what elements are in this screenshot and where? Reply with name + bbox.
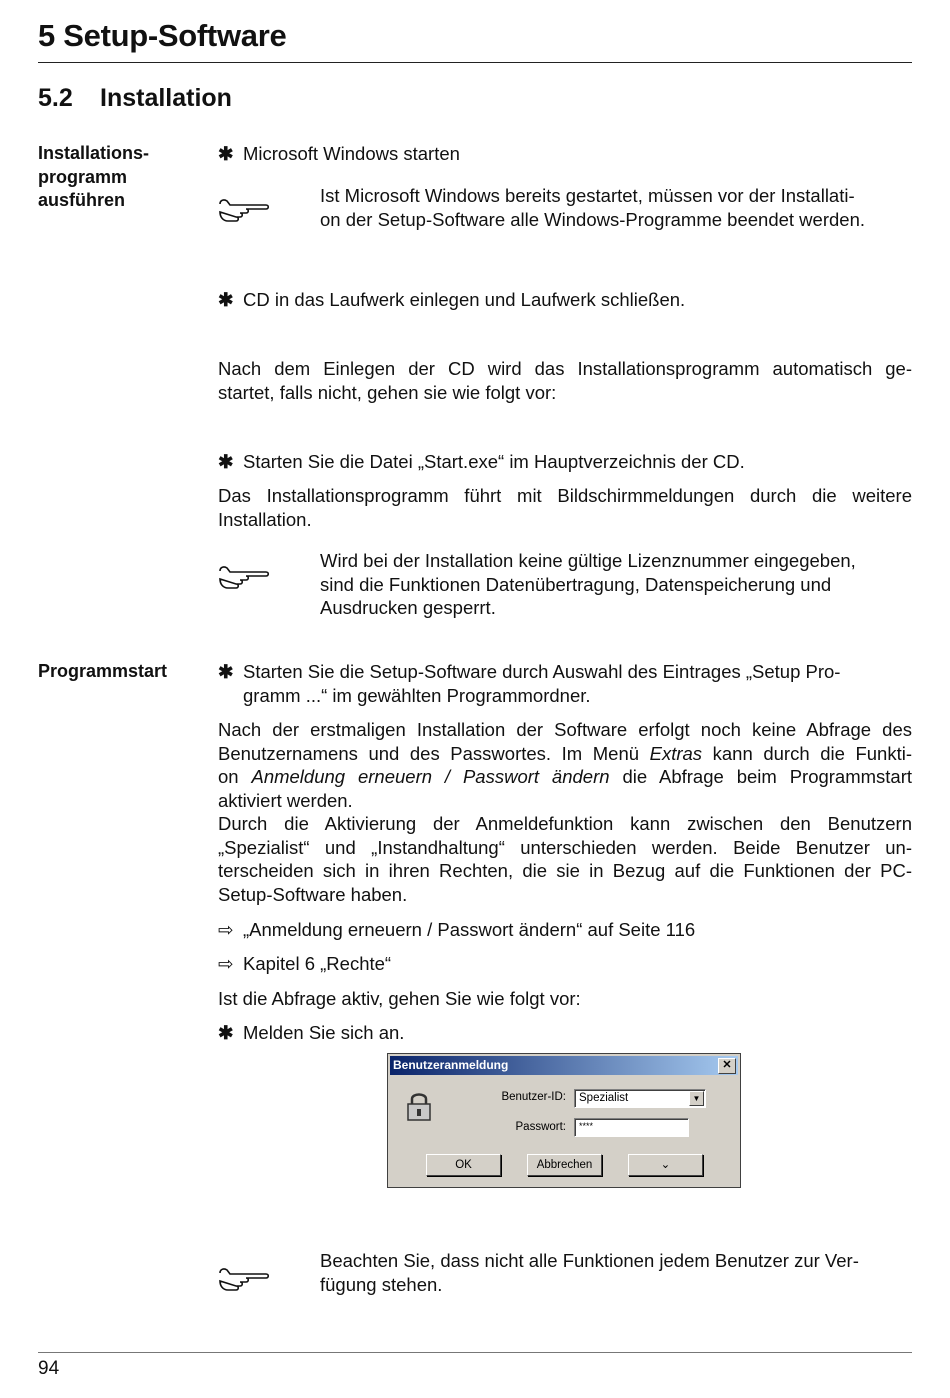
paragraph-line: aktiviert werden. [218, 789, 353, 811]
step-line: Starten Sie die Setup-Software durch Auswahl des Eintrages „Setup Pro- [243, 661, 841, 682]
paragraph-line: Durch die Aktivierung der Anmeldefunktion kann zwischen den Benutzern [218, 813, 912, 834]
step-start-windows [218, 142, 912, 166]
paragraph-line [218, 765, 912, 789]
text-run: die Abfrage beim Programmstart [609, 766, 913, 787]
text-run: Benutzernamens und des Passwortes. Im Menü [218, 742, 650, 764]
paragraph-installer [218, 484, 912, 531]
step-login [218, 1021, 912, 1045]
paragraph-line: Installation. [218, 508, 312, 530]
close-button[interactable]: ✕ [718, 1058, 736, 1074]
paragraph-line: Nach dem Einlegen der CD wird das Installationsprogramm automatisch ge- [218, 358, 912, 379]
reference-text: Kapitel 6 „Rechte“ [243, 953, 392, 974]
paragraph-first-install [218, 718, 912, 906]
ok-button[interactable]: OK [426, 1154, 501, 1176]
asterisk-bullet-icon: ✱ [218, 451, 234, 472]
outline-arrow-icon: ⇨ [218, 953, 234, 974]
note-line: Beachten Sie, dass nicht alle Funktionen jedem Benutzer zur Ver- [320, 1250, 859, 1271]
step-insert-cd [218, 288, 912, 312]
section-title [38, 84, 232, 113]
step-text: Starten Sie die Datei „Start.exe“ im Hauptverzeichnis der CD. [243, 451, 745, 472]
cancel-button[interactable]: Abbrechen [527, 1154, 602, 1176]
chevron-down-icon[interactable]: ▼ [689, 1091, 704, 1106]
note-license [320, 549, 912, 620]
paragraph-line: startet, falls nicht, gehen sie wie folgt vor: [218, 381, 557, 403]
asterisk-bullet-icon: ✱ [218, 1022, 234, 1043]
login-dialog [387, 1053, 741, 1188]
dialog-title: Benutzeranmeldung [393, 1058, 509, 1072]
sidebar-heading-line: Installations- [38, 143, 150, 163]
paragraph-line: terscheiden sich in ihren Rechten, die sie in Bezug auf die Funktionen der PC- [218, 860, 912, 881]
reference-rechte [218, 952, 912, 976]
step-start-exe [218, 450, 912, 474]
expand-button[interactable] [628, 1154, 703, 1176]
note-line: fügung stehen. [320, 1273, 443, 1295]
page-number: 94 [38, 1358, 60, 1379]
footer-rule [38, 1352, 912, 1353]
paragraph-line: Nach der erstmaligen Installation der Software erfolgt noch keine Abfrage des [218, 719, 912, 740]
user-id-value: Spezialist [579, 1092, 629, 1104]
sidebar-heading-line: ausführen [38, 190, 126, 210]
sidebar-heading-install [38, 142, 149, 213]
chapter-title: 5 Setup-Software [38, 18, 287, 53]
step-start-software [218, 660, 912, 707]
paragraph-line: „Spezialist“ und „Instandhaltung“ unterschieden werden. Beide Benutzer un- [218, 836, 912, 858]
pointing-hand-icon [218, 196, 270, 226]
pointing-hand-icon [218, 1265, 270, 1295]
section-number: 5.2 [38, 84, 73, 112]
sidebar-heading-programmstart: Programmstart [38, 661, 168, 681]
paragraph-line: Das Installationsprogramm führt mit Bildschirmmeldungen durch die weitere [218, 485, 912, 506]
step-text: Melden Sie sich an. [243, 1022, 405, 1043]
note-line: on der Setup-Software alle Windows-Programme beendet werden. [320, 208, 866, 230]
note-user-functions [320, 1249, 912, 1296]
asterisk-bullet-icon: ✱ [218, 289, 234, 310]
dialog-title-bar [390, 1056, 738, 1075]
note-line: sind die Funktionen Datenübertragung, Datenspeicherung und [320, 573, 832, 595]
paragraph-line: Setup-Software haben. [218, 883, 408, 905]
user-id-label: Benutzer-ID: [501, 1091, 566, 1103]
note-line: Wird bei der Installation keine gültige Lizenznummer eingegeben, [320, 550, 856, 571]
asterisk-bullet-icon: ✱ [218, 661, 234, 682]
step-text [243, 660, 912, 707]
password-label: Passwort: [515, 1121, 566, 1133]
asterisk-bullet-icon: ✱ [218, 143, 234, 164]
reference-text: „Anmeldung erneuern / Passwort ändern“ auf Seite 116 [243, 919, 696, 940]
paragraph-autostart [218, 357, 912, 404]
section-title-text: Installation [100, 84, 232, 112]
text-run: on [218, 766, 252, 787]
note-line: Ist Microsoft Windows bereits gestartet, müssen vor der Installati- [320, 185, 855, 206]
text-run: kann durch die Funkti- [702, 742, 912, 764]
step-text: Microsoft Windows starten [243, 143, 460, 164]
paragraph-line [218, 742, 912, 766]
double-chevron-down-icon: ⌄ [660, 1159, 671, 1171]
note-windows-running [320, 184, 912, 231]
sidebar-heading-line: programm [38, 166, 128, 187]
note-line: Ausdrucken gesperrt. [320, 597, 496, 618]
pointing-hand-icon [218, 563, 270, 593]
reference-anmeldung [218, 918, 912, 942]
step-line: gramm ...“ im gewählten Programmordner. [243, 684, 591, 706]
user-id-select[interactable] [574, 1089, 706, 1108]
menu-item-name: Anmeldung erneuern / Passwort ändern [251, 766, 610, 787]
header-rule [38, 62, 912, 63]
paragraph-query-active: Ist die Abfrage aktiv, gehen Sie wie folgt vor: [218, 988, 581, 1009]
lock-icon [404, 1090, 434, 1122]
step-text: CD in das Laufwerk einlegen und Laufwerk schließen. [243, 289, 686, 310]
menu-name-extras: Extras [649, 742, 703, 764]
password-input[interactable]: **** [574, 1118, 689, 1137]
outline-arrow-icon: ⇨ [218, 919, 234, 940]
